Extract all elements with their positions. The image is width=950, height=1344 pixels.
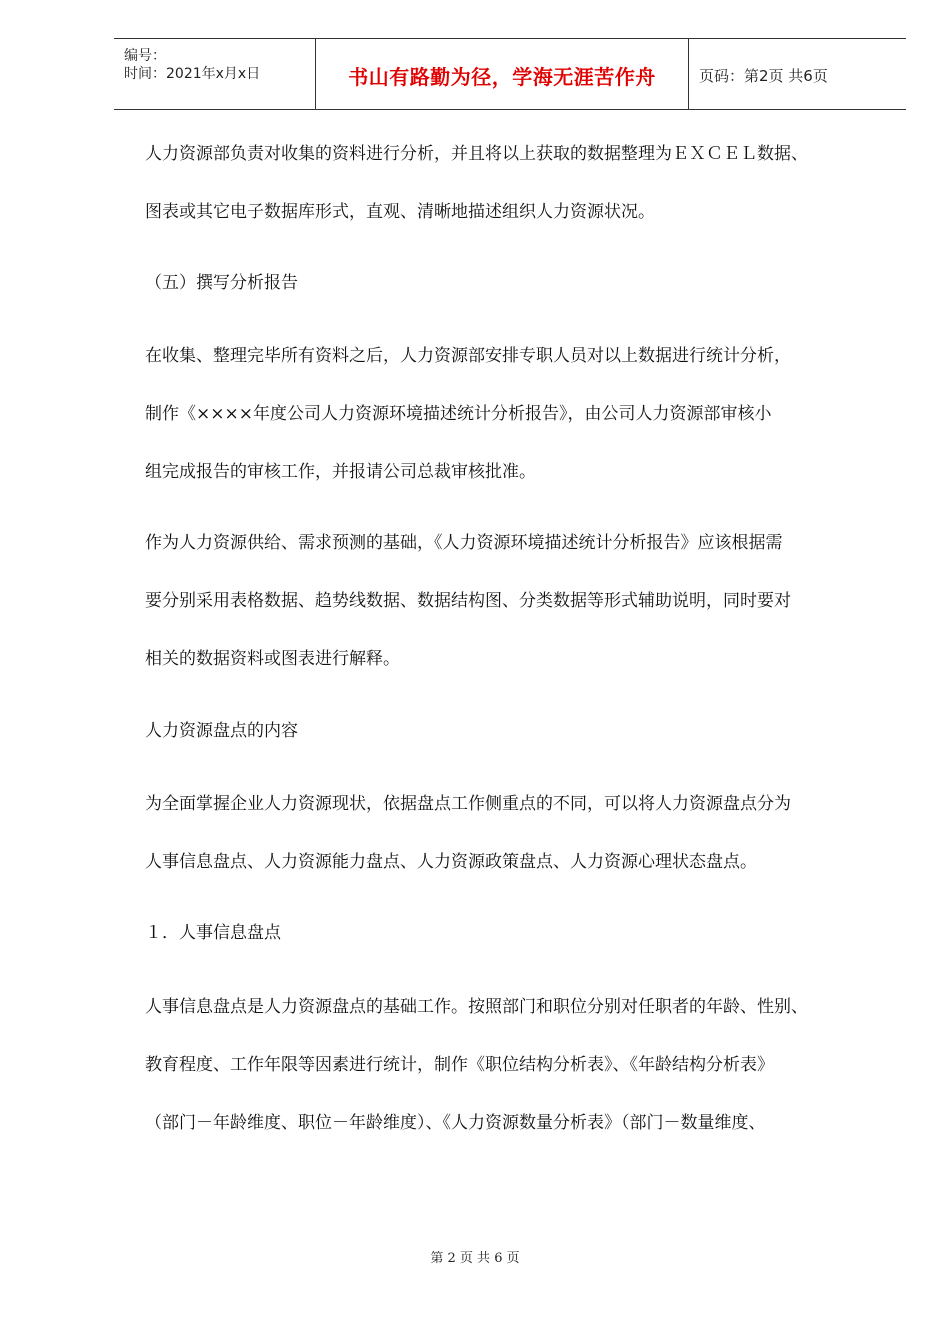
paragraph-line: 作为人力资源供给、需求预测的基础，《人力资源环境描述统计分析报告》应该根据需 [145, 533, 783, 553]
header-motto-cell [316, 39, 689, 109]
paragraph-line: 组完成报告的审核工作，并报请公司总裁审核批准。 [145, 462, 536, 482]
paragraph-line: 人事信息盘点是人力资源盘点的基础工作。按照部门和职位分别对任职者的年龄、性别、 [145, 997, 808, 1017]
section-heading: １．人事信息盘点 [145, 923, 281, 943]
page-number-header: 页码：第2页 共6页 [699, 67, 828, 85]
paragraph-line: 要分别采用表格数据、趋势线数据、数据结构图、分类数据等形式辅助说明，同时要对 [145, 591, 791, 611]
page-footer: 第 2 页 共 6 页 [430, 1251, 520, 1266]
motto: 书山有路勤为径，学海无涯苦作舟 [348, 65, 656, 89]
paragraph-line: （部门－年龄维度、职位－年龄维度）、《人力资源数量分析表》（部门－数量维度、 [145, 1113, 766, 1133]
paragraph-line: 图表或其它电子数据库形式，直观、清晰地描述组织人力资源状况。 [145, 202, 655, 222]
section-heading: （五）撰写分析报告 [145, 273, 298, 293]
paragraph-line: 教育程度、工作年限等因素进行统计，制作《职位结构分析表》、《年龄结构分析表》 [145, 1055, 774, 1075]
paragraph-line: 制作《××××年度公司人力资源环境描述统计分析报告》，由公司人力资源部审核小 [145, 404, 772, 424]
section-heading: 人力资源盘点的内容 [145, 721, 298, 741]
page-header [114, 38, 906, 110]
serial-label: 编号： [124, 48, 166, 64]
paragraph-line: 相关的数据资料或图表进行解释。 [145, 649, 400, 669]
date-label: 时间：2021年x月x日 [124, 66, 261, 82]
paragraph-line: 人事信息盘点、人力资源能力盘点、人力资源政策盘点、人力资源心理状态盘点。 [145, 852, 757, 872]
paragraph-line: 在收集、整理完毕所有资料之后，人力资源部安排专职人员对以上数据进行统计分析， [145, 346, 791, 366]
paragraph-line: 人力资源部负责对收集的资料进行分析，并且将以上获取的数据整理为ＥＸＣＥＬ数据、 [145, 144, 808, 164]
paragraph-line: 为全面掌握企业人力资源现状，依据盘点工作侧重点的不同，可以将人力资源盘点分为 [145, 794, 791, 814]
header-page-cell [689, 39, 906, 109]
header-meta-cell [114, 39, 316, 109]
